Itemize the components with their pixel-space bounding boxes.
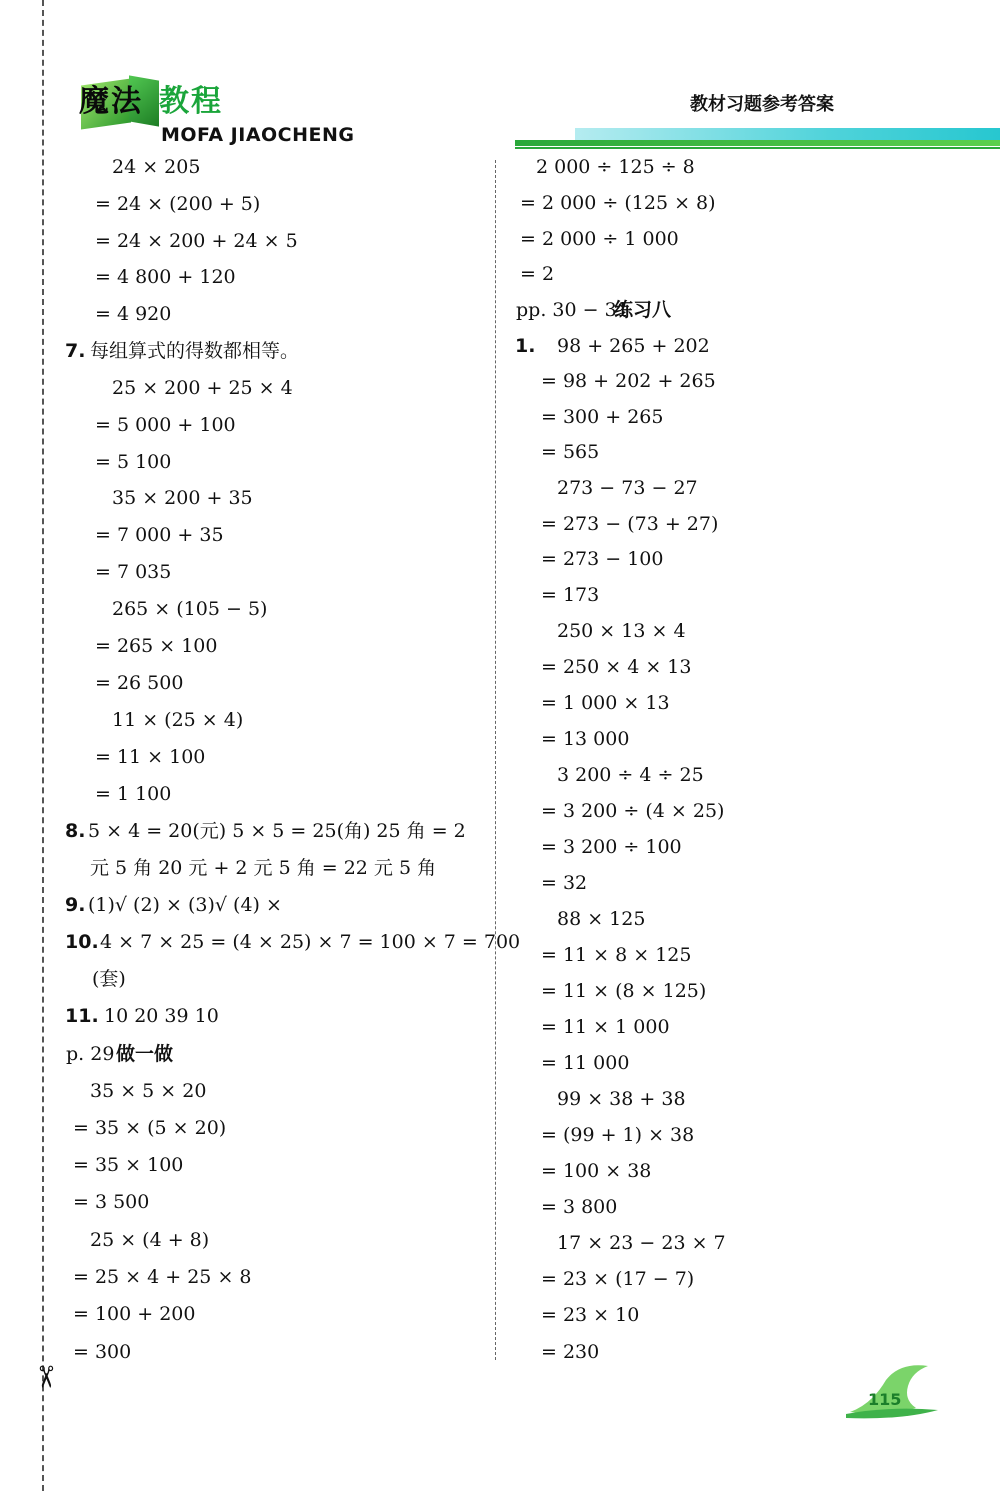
answer-line: 265 × (105 − 5) [112,598,268,620]
answer-line: = 4 920 [95,303,172,325]
answer-line: = 98 + 202 + 265 [541,370,716,392]
answer-line: = 300 [73,1341,132,1363]
answer-line: = 1 100 [95,783,172,805]
answer-line: = 1 000 × 13 [541,692,670,714]
answer-line: = 24 × 200 + 24 × 5 [95,230,298,252]
answer-line: = 4 800 + 120 [95,266,236,288]
answer-line: = 24 × (200 + 5) [95,193,261,215]
answer-line: = 2 [520,263,555,285]
answer-line: 11 × (25 × 4) [112,709,244,731]
answer-line: = 565 [541,441,600,463]
answer-line: (1)√ (2) × (3)√ (4) × [88,894,282,916]
answer-line: 25 × (4 + 8) [90,1229,210,1251]
answer-line: = 26 500 [95,672,184,694]
answer-line: 10 20 39 10 [104,1005,219,1027]
section-page-ref: p. 29 [66,1043,115,1065]
answer-line: = 3 200 ÷ 100 [541,836,682,858]
answer-line: = 3 500 [73,1191,150,1213]
answer-line: = 5 100 [95,451,172,473]
answer-line: = 11 × 8 × 125 [541,944,692,966]
answer-line: 35 × 200 + 35 [112,487,253,509]
answer-line: 元 5 角 20 元 + 2 元 5 角 = 22 元 5 角 [90,857,437,879]
answer-line: 99 × 38 + 38 [557,1088,686,1110]
answer-line: = 7 000 + 35 [95,524,224,546]
answer-line: = 2 000 ÷ 1 000 [520,228,679,250]
answer-line: = 265 × 100 [95,635,218,657]
header-title: 教材习题参考答案 [690,94,834,115]
answer-line: = 250 × 4 × 13 [541,656,692,678]
answer-line: = 13 000 [541,728,630,750]
brand-logo [75,72,365,152]
answer-line: = 230 [541,1341,600,1363]
header-bar [515,124,1000,152]
answer-line: = 11 × 100 [95,746,206,768]
answer-line: = (99 + 1) × 38 [541,1124,695,1146]
answer-line: = 300 + 265 [541,406,664,428]
page-number: 115 [868,1390,902,1409]
answer-line: 2 000 ÷ 125 ÷ 8 [536,156,695,178]
answer-line: 25 × 200 + 25 × 4 [112,377,293,399]
answer-line: = 25 × 4 + 25 × 8 [73,1266,252,1288]
answer-line: 17 × 23 − 23 × 7 [557,1232,726,1254]
answer-line: 24 × 205 [112,156,201,178]
brand-title-part2: 教程 [159,84,223,119]
answer-line: = 35 × (5 × 20) [73,1117,227,1139]
column-divider [495,160,496,1360]
question-number: 1. [515,335,536,357]
answer-line: 每组算式的得数都相等。 [90,340,300,362]
answer-line: 98 + 265 + 202 [557,335,710,357]
question-number: 10. [65,931,99,953]
question-number: 7. [65,340,86,362]
answer-line: = 11 000 [541,1052,630,1074]
answer-line: = 11 × 1 000 [541,1016,670,1038]
question-number: 11. [65,1005,99,1027]
answer-line: = 3 800 [541,1196,618,1218]
answer-line: (套) [92,968,126,990]
question-number: 9. [65,894,86,916]
answer-line: 88 × 125 [557,908,646,930]
answer-line: 35 × 5 × 20 [90,1080,207,1102]
answer-line: = 7 035 [95,561,172,583]
answer-line: = 11 × (8 × 125) [541,980,707,1002]
answer-line: = 2 000 ÷ (125 × 8) [520,192,716,214]
cut-line [42,0,44,1491]
answer-line: 250 × 13 × 4 [557,620,686,642]
question-number: 8. [65,820,86,842]
brand-title-en: MOFA JIAOCHENG [161,124,355,146]
page-number-badge [842,1360,940,1420]
brand-title-cn [79,76,223,120]
answer-line: = 173 [541,584,600,606]
answer-line: = 100 + 200 [73,1303,196,1325]
answer-line: = 273 − 100 [541,548,664,570]
section-heading: 练习八 [614,299,672,321]
answer-line: 4 × 7 × 25 = (4 × 25) × 7 = 100 × 7 = 700 [100,931,521,953]
section-heading: 做一做 [116,1043,174,1065]
answer-line: = 23 × (17 − 7) [541,1268,695,1290]
answer-line: = 3 200 ÷ (4 × 25) [541,800,725,822]
answer-line: = 32 [541,872,588,894]
section-page-ref: pp. 30 − 31 [516,299,629,321]
answer-line: 3 200 ÷ 4 ÷ 25 [557,764,704,786]
answer-line: = 5 000 + 100 [95,414,236,436]
answer-line: = 23 × 10 [541,1304,640,1326]
answer-line: 5 × 4 = 20(元) 5 × 5 = 25(角) 25 角 = 2 [88,820,466,842]
answer-line: 273 − 73 − 27 [557,477,698,499]
answer-line: = 100 × 38 [541,1160,652,1182]
brand-title-part1: 魔法 [79,84,143,119]
answer-line: = 35 × 100 [73,1154,184,1176]
scissors-icon: ✂ [27,1364,63,1390]
answer-line: = 273 − (73 + 27) [541,513,719,535]
